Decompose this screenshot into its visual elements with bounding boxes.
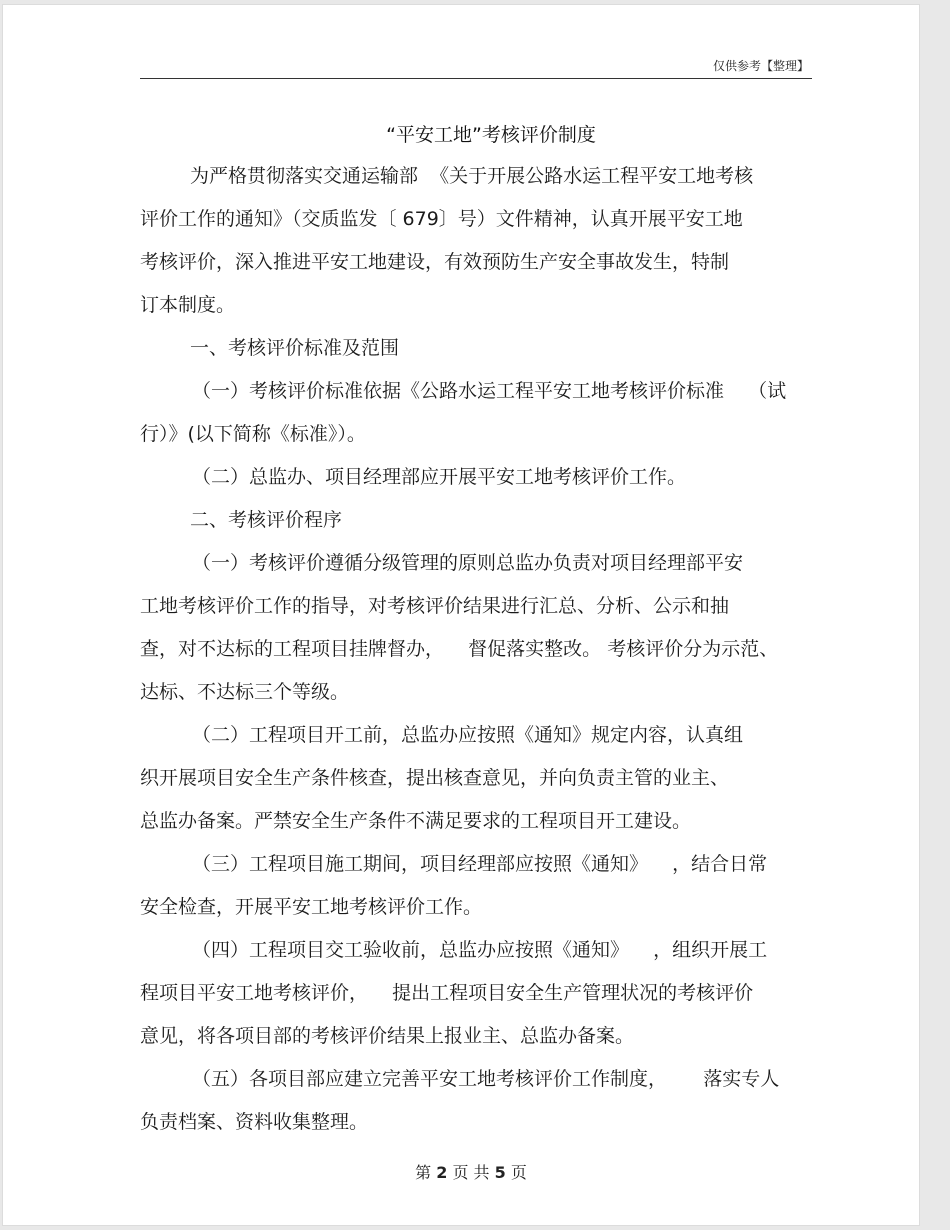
paragraph-line: 达标、不达标三个等级。	[140, 681, 350, 703]
paragraph-line: 意见，将各项目部的考核评价结果上报业主、总监办备案。	[140, 1025, 635, 1047]
paragraph-line: （三）工程项目施工期间，项目经理部应按照《通知》 ，结合日常	[192, 853, 768, 875]
footer-suffix: 页	[510, 1163, 527, 1182]
header-rule	[140, 78, 812, 79]
footer-total-pages: 5	[494, 1163, 506, 1182]
paragraph-line: 总监办备案。严禁安全生产条件不满足要求的工程项目开工建设。	[140, 810, 692, 832]
paragraph-line: 评价工作的通知》（交质监发〔 679〕号）文件精神，认真开展平安工地	[140, 208, 743, 230]
document-body	[140, 155, 812, 1144]
paragraph-line: 织开展项目安全生产条件核查，提出核查意见，并向负责主管的业主、	[140, 767, 730, 789]
section-heading: 二、考核评价程序	[190, 509, 343, 531]
paragraph-line: （五）各项目部应建立完善平安工地考核评价工作制度， 落实专人	[192, 1068, 780, 1090]
paragraph-line: （二）工程项目开工前，总监办应按照《通知》规定内容，认真组	[192, 724, 744, 746]
footer-mid: 页 共	[452, 1163, 490, 1182]
paragraph-line: 负责档案、资料收集整理。	[140, 1111, 369, 1133]
paragraph-line: （四）工程项目交工验收前，总监办应按照《通知》 ，组织开展工	[192, 939, 768, 961]
paragraph-line: （二）总监办、项目经理部应开展平安工地考核评价工作。	[192, 466, 687, 488]
paragraph-line: 订本制度。	[140, 294, 236, 316]
paragraph-line: 安全检查，开展平安工地考核评价工作。	[140, 896, 483, 918]
header-note: 仅供参考【整理】	[712, 59, 809, 73]
paragraph-line: 查，对不达标的工程项目挂牌督办， 督促落实整改。 考核评价分为示范、	[140, 638, 779, 660]
paragraph-line: （一）考核评价标准依据《公路水运工程平安工地考核评价标准 （试	[192, 380, 787, 402]
paragraph-line: 考核评价，深入推进平安工地建设，有效预防生产安全事故发生，特制	[140, 251, 730, 273]
paragraph-line: （一）考核评价遵循分级管理的原则总监办负责对项目经理部平安	[192, 552, 744, 574]
document-page	[2, 4, 920, 1226]
paragraph-line: 工地考核评价工作的指导，对考核评价结果进行汇总、分析、公示和抽	[140, 595, 730, 617]
footer-prefix: 第	[415, 1163, 432, 1182]
paragraph-line: 程项目平安工地考核评价， 提出工程项目安全生产管理状况的考核评价	[140, 982, 754, 1004]
paragraph-line: 为严格贯彻落实交通运输部 《关于开展公路水运工程平安工地考核	[190, 165, 754, 187]
section-heading: 一、考核评价标准及范围	[190, 337, 400, 359]
footer-page-number: 2	[436, 1163, 448, 1182]
document-title: “平安工地”考核评价制度	[386, 124, 596, 146]
page-footer	[13, 1160, 929, 1183]
paragraph-line: 行）》(以下简称《标准》）。	[140, 423, 366, 445]
